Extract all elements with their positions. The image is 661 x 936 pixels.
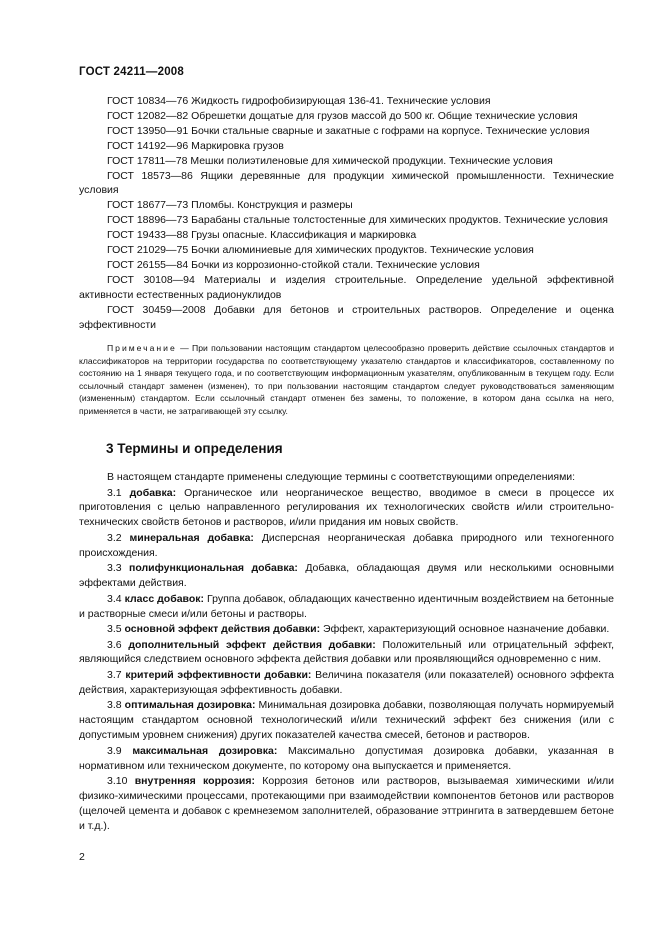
definition-number: 3.4 bbox=[107, 592, 122, 605]
definition-term: внутренняя коррозия: bbox=[134, 775, 255, 788]
definition-item bbox=[79, 638, 614, 668]
page-number: 2 bbox=[79, 851, 85, 863]
reference-item: ГОСТ 18896—73 Барабаны стальные толстостенные для химических продуктов. Технические условия bbox=[107, 214, 608, 227]
reference-item: ГОСТ 30108—94 Материалы и изделия строительные. Определение удельной эффективной активности естественных радионуклидов bbox=[79, 273, 614, 301]
definition-term: основной эффект действия добавки: bbox=[124, 623, 321, 636]
reference-item: ГОСТ 12082—82 Обрешетки дощатые для грузов массой до 500 кг. Общие технические условия bbox=[107, 109, 578, 122]
reference-item: ГОСТ 17811—78 Мешки полиэтиленовые для химической продукции. Технические условия bbox=[107, 154, 553, 167]
definitions-list bbox=[79, 470, 614, 834]
reference-item: ГОСТ 19433—88 Грузы опасные. Классификация и маркировка bbox=[107, 229, 417, 242]
normative-references-list bbox=[79, 94, 614, 333]
reference-item: ГОСТ 30459—2008 Добавки для бетонов и строительных растворов. Определение и оценка эффективности bbox=[79, 303, 614, 331]
definition-text: Величина показателя (или показателей) основного эффекта действия, характеризующая эффективность добавки. bbox=[79, 668, 614, 696]
definition-text: Минимальная дозировка добавки, позволяющая получать нормируемый настоящим стандартом основной технологический и/или технический эффект без снижения (или с допустимым уровнем снижения) других показателей качества смесей, бетонов и растворов. bbox=[79, 699, 614, 742]
definition-number: 3.1 bbox=[107, 486, 122, 499]
definition-text: Добавка, обладающая двумя или несколькими основными эффектами действия. bbox=[79, 562, 614, 590]
definition-term: добавка: bbox=[129, 486, 177, 499]
definition-item bbox=[79, 774, 614, 834]
definition-text: Эффект, характеризующий основное назначение добавки. bbox=[320, 623, 610, 636]
definition-item bbox=[79, 668, 614, 698]
reference-item: ГОСТ 21029—75 Бочки алюминиевые для химических продуктов. Технические условия bbox=[107, 244, 534, 257]
definition-term: дополнительный эффект действия добавки: bbox=[128, 638, 376, 651]
definition-term: максимальная дозировка: bbox=[132, 744, 278, 757]
definition-term: класс добавок: bbox=[124, 592, 205, 605]
definition-text: Максимально допустимая дозировка добавки, указанная в нормативном или техническом документе, по которому она выпускается и применяется. bbox=[79, 744, 614, 772]
definition-text: Группа добавок, обладающих качественно идентичным воздействием на бетонные и растворные смеси и/или бетоны и растворы. bbox=[79, 592, 614, 620]
references-note bbox=[79, 342, 614, 418]
definition-term: минеральная добавка: bbox=[129, 531, 254, 544]
definition-term: оптимальная дозировка: bbox=[124, 699, 256, 712]
definition-number: 3.9 bbox=[107, 744, 122, 757]
section-intro: В настоящем стандарте применены следующие термины с соответствующими определениями: bbox=[107, 471, 576, 483]
section-title: 3 Термины и определения bbox=[106, 441, 283, 456]
definition-number: 3.10 bbox=[107, 775, 128, 788]
definition-item bbox=[79, 592, 614, 622]
definition-item bbox=[79, 486, 614, 531]
page-header: ГОСТ 24211—2008 bbox=[79, 66, 184, 78]
reference-item: ГОСТ 13950—91 Бочки стальные сварные и закатные с гофрами на корпусе. Технические условия bbox=[107, 124, 590, 137]
definition-number: 3.7 bbox=[107, 668, 122, 681]
reference-item: ГОСТ 18677—73 Пломбы. Конструкция и размеры bbox=[107, 199, 353, 212]
definition-item bbox=[79, 744, 614, 774]
reference-item: ГОСТ 18573—86 Ящики деревянные для продукции химической промышленности. Технические условия bbox=[79, 169, 614, 197]
definition-number: 3.6 bbox=[107, 638, 122, 651]
definition-number: 3.8 bbox=[107, 699, 122, 712]
note-label: Примечание bbox=[107, 343, 177, 353]
definition-text: Положительный или отрицательный эффект, являющийся следствием основного эффекта действия добавки или проявляющийся одновременно с ним. bbox=[79, 638, 614, 666]
definition-text: Органическое или неорганическое вещество, вводимое в смеси в процессе их приготовления с целью направленного регулирования их технологических свойств и/или строительно-технических свойств бетонов и растворов, и/или придания им новых свойств. bbox=[79, 486, 614, 529]
definition-term: критерий эффективности добавки: bbox=[125, 668, 312, 681]
definition-item bbox=[79, 698, 614, 743]
note-text: — При пользовании настоящим стандартом целесообразно проверить действие ссылочных стандартов и классификаторов на территории государства по соответствующему указателю стандартов и классификаторов, составленному по состоянию на 1 января текущего года, и по соответствующим информационным указателям, опубликованным в текущем году. Если ссылочный стандарт заменен (изменен), то при пользовании настоящим стандартом следует руководствоваться заменяющим (измененным) стандартом. Если ссылочный стандарт отменен без замены, то положение, в котором дана ссылка на него, применяется в части, не затрагивающей эту ссылку. bbox=[79, 343, 614, 416]
definition-term: полифункциональная добавка: bbox=[129, 562, 298, 575]
definition-number: 3.5 bbox=[107, 623, 122, 636]
reference-item: ГОСТ 14192—96 Маркировка грузов bbox=[107, 139, 284, 152]
definition-item bbox=[79, 531, 614, 561]
definition-text: Коррозия бетонов или растворов, вызываемая химическими и/или физико-химическими процессами, протекающими при взаимодействии компонентов бетонов или растворов (щелочей цемента и добавок с кремнеземом заполнителей, образование эттрингита в затвердевшем бетоне и т.д.). bbox=[79, 775, 614, 832]
definition-text: Дисперсная неорганическая добавка природного или техногенного происхождения. bbox=[79, 531, 614, 559]
reference-item: ГОСТ 10834—76 Жидкость гидрофобизирующая 136-41. Технические условия bbox=[107, 95, 491, 107]
definition-item bbox=[79, 561, 614, 591]
definition-number: 3.2 bbox=[107, 531, 122, 544]
reference-item: ГОСТ 26155—84 Бочки из коррозионно-стойкой стали. Технические условия bbox=[107, 258, 480, 271]
definition-item bbox=[79, 622, 614, 637]
definition-number: 3.3 bbox=[107, 562, 122, 575]
